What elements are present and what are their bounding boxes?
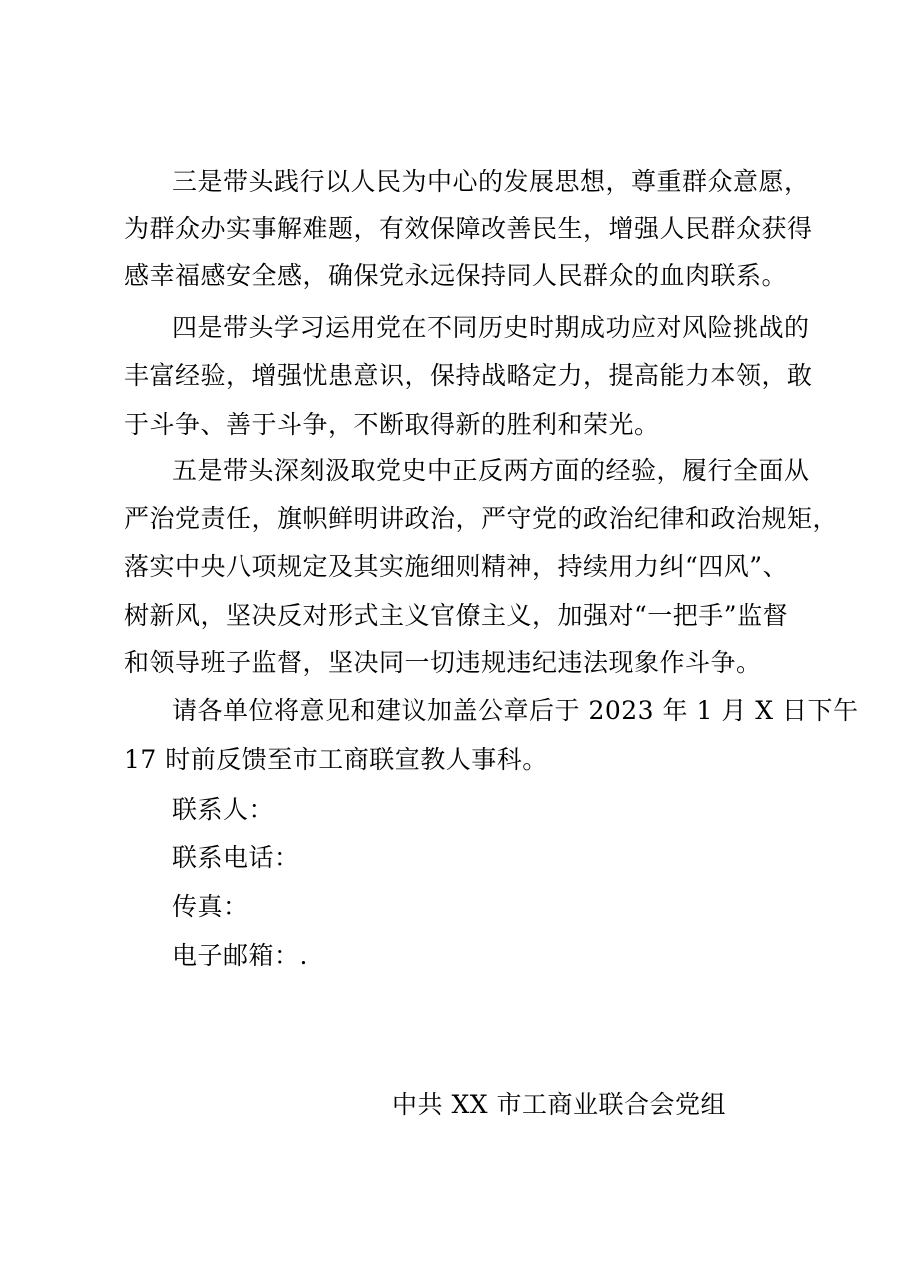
request-line-1: 请各单位将意见和建议加盖公章后于 2023 年 1 月 X 日下午 (172, 696, 859, 725)
paragraph-5-line-1: 五是带头深刻汲取党史中正反两方面的经验，履行全面从 (172, 456, 810, 485)
request-line-2: 17 时前反馈至市工商联宣教人事科。 (124, 745, 548, 774)
paragraph-5-line-5: 和领导班子监督，坚决同一切违规违纪违法现象作斗争。 (124, 648, 762, 677)
paragraph-5-line-2: 严治党责任，旗帜鲜明讲政治，严守党的政治纪律和政治规矩， (124, 504, 839, 533)
paragraph-3-line-2: 为群众办实事解难题，有效保障改善民生，增强人民群众获得 (124, 214, 813, 243)
paragraph-5-line-4: 树新风，坚决反对形式主义官僚主义，加强对“一把手”监督 (124, 601, 789, 630)
fax-label: 传真： (172, 892, 249, 921)
contact-phone-label: 联系电话： (172, 843, 300, 872)
paragraph-5-line-3: 落实中央八项规定及其实施细则精神，持续用力纠“四风”、 (124, 552, 789, 581)
paragraph-4-line-1: 四是带头学习运用党在不同历史时期成功应对风险挑战的 (172, 313, 810, 342)
email-label: 电子邮箱：. (172, 941, 308, 970)
paragraph-3-line-1: 三是带头践行以人民为中心的发展思想，尊重群众意愿， (172, 167, 810, 196)
paragraph-4-line-3: 于斗争、善于斗争，不断取得新的胜利和荣光。 (124, 410, 660, 439)
paragraph-3-line-3: 感幸福感安全感，确保党永远保持同人民群众的血肉联系。 (124, 261, 788, 290)
signature-organization: 中共 XX 市工商业联合会党组 (392, 1090, 726, 1119)
contact-person-label: 联系人： (172, 795, 275, 824)
paragraph-4-line-2: 丰富经验，增强忧患意识，保持战略定力，提高能力本领，敢 (124, 361, 813, 390)
